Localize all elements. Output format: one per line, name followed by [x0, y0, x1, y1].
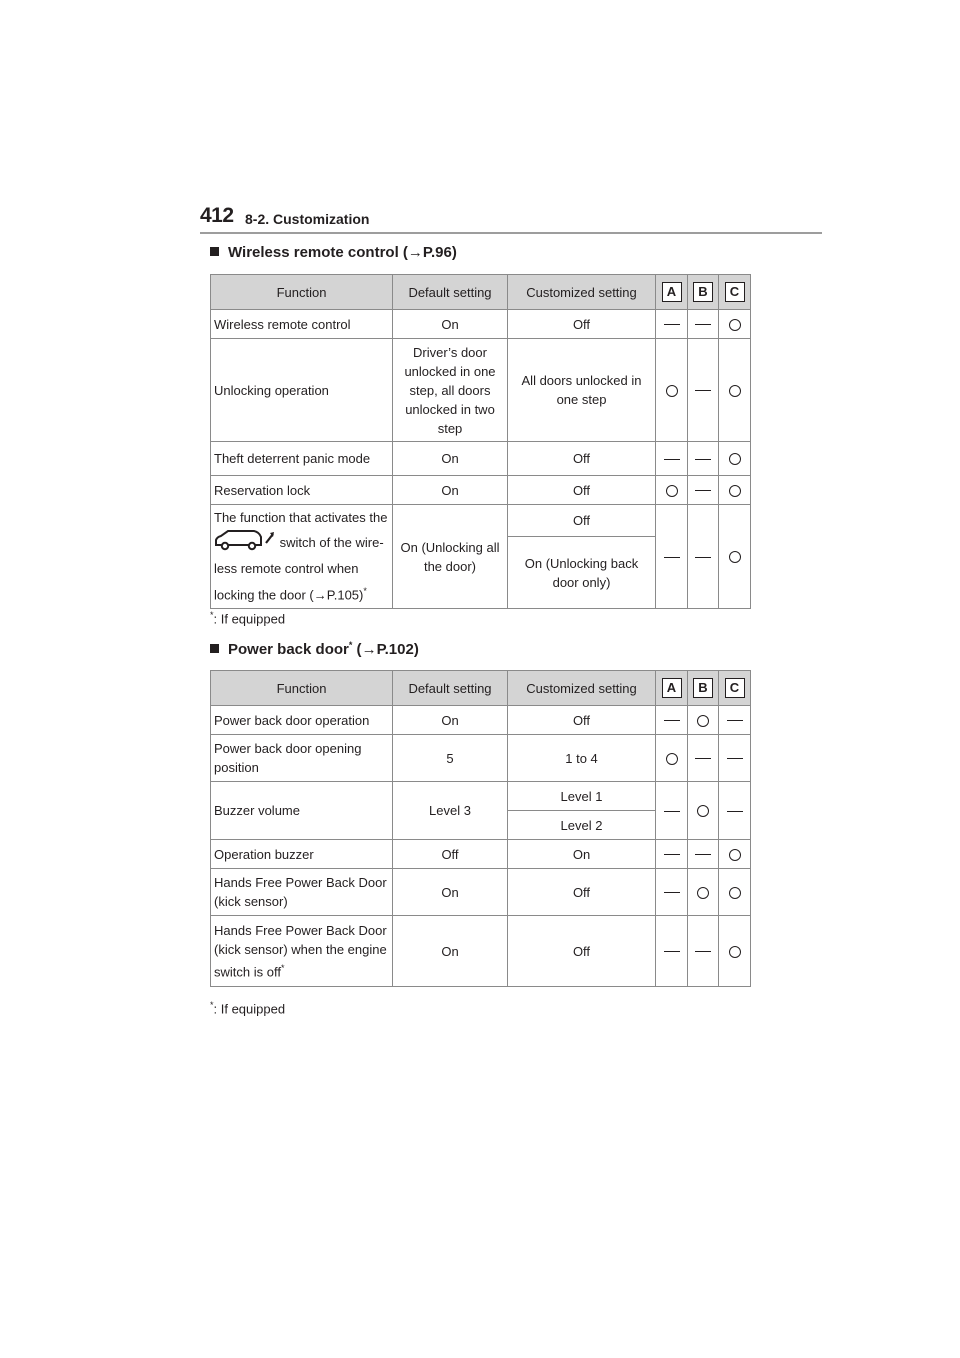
mark-a [656, 782, 688, 840]
table-row [211, 840, 751, 869]
mark-a [656, 706, 688, 735]
mark-a [656, 310, 688, 339]
customized-cell: Off [508, 476, 656, 505]
circle-mark-icon [729, 319, 741, 331]
circle-mark-icon [729, 551, 741, 563]
function-cell: Power back door opening position [211, 735, 393, 782]
dash-mark-icon [664, 720, 680, 721]
mark-c [719, 505, 751, 609]
mark-a [656, 869, 688, 916]
mark-a [656, 840, 688, 869]
table-row [211, 782, 751, 811]
function-cell: Hands Free Power Back Door (kick sensor) [211, 869, 393, 916]
mark-c [719, 706, 751, 735]
default-cell: On [393, 916, 508, 987]
customized-cell: All doors unlocked in one step [508, 339, 656, 442]
dash-mark-icon [695, 951, 711, 952]
default-cell: On [393, 476, 508, 505]
default-cell: On [393, 442, 508, 476]
table-row [211, 310, 751, 339]
customized-cell: Off [508, 706, 656, 735]
square-bullet-icon [210, 247, 219, 256]
mark-a [656, 442, 688, 476]
mark-c [719, 476, 751, 505]
customized-cell: Off [508, 869, 656, 916]
back-door-car-icon [214, 529, 276, 558]
column-header-a: A [656, 671, 688, 706]
dash-mark-icon [695, 490, 711, 491]
function-cell: Wireless remote control [211, 310, 393, 339]
function-cell: Buzzer volume [211, 782, 393, 840]
circle-mark-icon [666, 385, 678, 397]
arrow-right-icon: → [361, 641, 377, 658]
mark-b [688, 442, 719, 476]
circle-mark-icon [666, 485, 678, 497]
dash-mark-icon [695, 390, 711, 391]
default-cell: Driver’s door unlocked in one step, all doors unlocked in two step [393, 339, 508, 442]
circle-mark-icon [697, 715, 709, 727]
mark-c [719, 442, 751, 476]
function-cell: Hands Free Power Back Door (kick sensor) when the engine switch is off* [211, 916, 393, 987]
circle-mark-icon [729, 485, 741, 497]
footnote: *: If equipped [210, 610, 286, 627]
mark-a [656, 476, 688, 505]
mark-a [656, 339, 688, 442]
power-back-door-table [210, 670, 751, 987]
dash-mark-icon [664, 854, 680, 855]
mark-b [688, 782, 719, 840]
circle-mark-icon [666, 753, 678, 765]
mark-c [719, 840, 751, 869]
customized-cell: Level 1 [508, 782, 656, 811]
dash-mark-icon [664, 459, 680, 460]
customized-cell: Off [508, 505, 656, 537]
customized-cell: Off [508, 310, 656, 339]
wireless-remote-heading: Wireless remote control (→P.96) [210, 244, 457, 261]
function-cell: The function that activates the switch of the wire- less remote control when locking the door (→P.105)* [211, 505, 393, 609]
dash-mark-icon [695, 324, 711, 325]
mark-b [688, 706, 719, 735]
customized-cell: Off [508, 916, 656, 987]
dash-mark-icon [664, 951, 680, 952]
function-cell: Operation buzzer [211, 840, 393, 869]
column-header-a: A [656, 275, 688, 310]
mark-c [719, 916, 751, 987]
default-cell: On [393, 869, 508, 916]
column-header-default: Default setting [393, 275, 508, 310]
circle-mark-icon [729, 453, 741, 465]
power-back-door-heading: Power back door* (→P.102) [210, 640, 419, 658]
dash-mark-icon [695, 459, 711, 460]
table-row [211, 735, 751, 782]
table-row [211, 706, 751, 735]
column-header-b: B [688, 275, 719, 310]
mark-b [688, 735, 719, 782]
column-header-customized: Customized setting [508, 671, 656, 706]
footnote-marker: * [363, 586, 367, 596]
column-header-c: C [719, 275, 751, 310]
dash-mark-icon [664, 557, 680, 558]
circle-mark-icon [697, 805, 709, 817]
default-cell: On [393, 706, 508, 735]
mark-b [688, 916, 719, 987]
column-header-default: Default setting [393, 671, 508, 706]
dash-mark-icon [695, 758, 711, 759]
wireless-remote-table [210, 274, 751, 609]
function-cell: Reservation lock [211, 476, 393, 505]
mark-b [688, 869, 719, 916]
default-cell: Off [393, 840, 508, 869]
table-row [211, 505, 751, 537]
mark-c [719, 782, 751, 840]
mark-a [656, 916, 688, 987]
mark-b [688, 505, 719, 609]
mark-b [688, 339, 719, 442]
column-header-function: Function [211, 671, 393, 706]
circle-mark-icon [729, 887, 741, 899]
circle-mark-icon [729, 849, 741, 861]
dash-mark-icon [695, 557, 711, 558]
mark-c [719, 339, 751, 442]
dash-mark-icon [695, 854, 711, 855]
function-cell: Power back door operation [211, 706, 393, 735]
dash-mark-icon [727, 758, 743, 759]
mark-c [719, 735, 751, 782]
mark-a [656, 735, 688, 782]
arrow-right-icon: → [313, 587, 327, 603]
dash-mark-icon [727, 720, 743, 721]
column-header-c: C [719, 671, 751, 706]
circle-mark-icon [697, 887, 709, 899]
dash-mark-icon [664, 324, 680, 325]
footnote-marker: * [280, 962, 285, 973]
function-cell: Theft deterrent panic mode [211, 442, 393, 476]
footnote: *: If equipped [210, 1000, 286, 1017]
mark-c [719, 310, 751, 339]
default-cell: Level 3 [393, 782, 508, 840]
dash-mark-icon [664, 892, 680, 893]
table-row [211, 476, 751, 505]
customized-cell: 1 to 4 [508, 735, 656, 782]
customized-cell: On [508, 840, 656, 869]
default-cell: 5 [393, 735, 508, 782]
customized-cell: On (Unlocking back door only) [508, 537, 656, 609]
table-row [211, 916, 751, 987]
mark-c [719, 869, 751, 916]
customized-cell: Level 2 [508, 811, 656, 840]
table-header-row [211, 275, 751, 310]
customized-cell: Off [508, 442, 656, 476]
dash-mark-icon [727, 811, 743, 812]
table-row [211, 442, 751, 476]
table-row [211, 869, 751, 916]
function-cell: Unlocking operation [211, 339, 393, 442]
mark-b [688, 840, 719, 869]
page-number: 412 [200, 204, 234, 227]
square-bullet-icon [210, 644, 219, 653]
circle-mark-icon [729, 946, 741, 958]
default-cell: On [393, 310, 508, 339]
mark-b [688, 310, 719, 339]
header-divider [200, 232, 822, 234]
dash-mark-icon [664, 811, 680, 812]
circle-mark-icon [729, 385, 741, 397]
table-row [211, 339, 751, 442]
column-header-function: Function [211, 275, 393, 310]
column-header-b: B [688, 671, 719, 706]
default-cell: On (Unlocking all the door) [393, 505, 508, 609]
arrow-right-icon: → [407, 244, 423, 261]
table-header-row [211, 671, 751, 706]
mark-a [656, 505, 688, 609]
column-header-customized: Customized setting [508, 275, 656, 310]
section-title: 8-2. Customization [245, 211, 370, 227]
mark-b [688, 476, 719, 505]
